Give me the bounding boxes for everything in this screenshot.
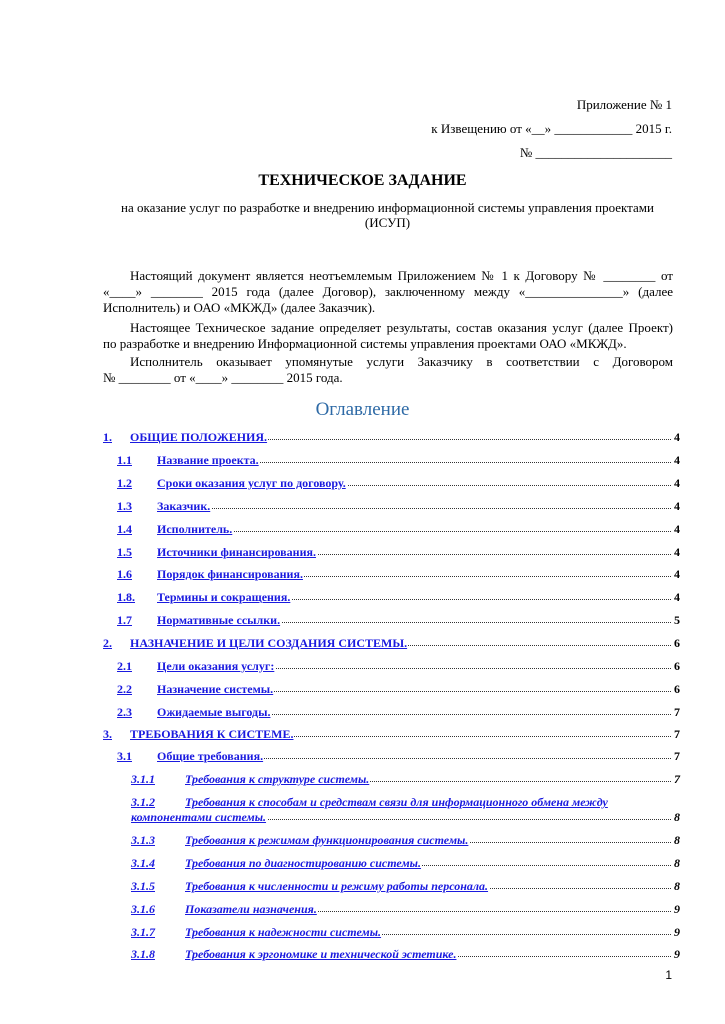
paragraph-line: по разработке и внедрению Информационной системы управления проектами ОАО «МКЖД». xyxy=(103,336,627,351)
toc-entry[interactable] xyxy=(0,705,725,721)
toc-entry-title: Требования к надежности системы. xyxy=(185,925,382,939)
toc-entry-number: 1.1 xyxy=(117,453,132,467)
toc-entry-title: Требования к эргономике и технической эстетике. xyxy=(185,947,457,961)
toc-entry-number: 1.7 xyxy=(117,613,132,627)
toc-entry-title: Общие требования. xyxy=(157,749,264,763)
toc-entry[interactable] xyxy=(0,567,725,583)
toc-entry-number: 1.6 xyxy=(117,567,132,581)
toc-entry-title: ОБЩИЕ ПОЛОЖЕНИЯ. xyxy=(130,430,268,444)
intro-paragraph-1 xyxy=(103,268,673,316)
intro-paragraph-3 xyxy=(103,354,673,386)
toc-entry[interactable] xyxy=(0,795,725,811)
toc-entry-title: Цели оказания услуг: xyxy=(157,659,275,673)
toc-entry[interactable] xyxy=(0,613,725,629)
intro-paragraph-2 xyxy=(103,320,673,352)
document-subtitle xyxy=(100,200,675,230)
toc-entry-title: Требования по диагностированию системы. xyxy=(185,856,422,870)
toc-entry-number: 1.4 xyxy=(117,522,132,536)
toc-entry-title: компонентами системы. xyxy=(131,810,267,824)
toc-entry-number: 3. xyxy=(103,727,112,741)
toc-entry-title: Ожидаемые выгоды. xyxy=(157,705,271,719)
paragraph-line: № ________ от «____» ________ 2015 года. xyxy=(103,370,343,385)
toc-entry-title: Исполнитель. xyxy=(157,522,233,536)
toc-entry-continuation[interactable] xyxy=(0,810,725,826)
toc-entry[interactable] xyxy=(0,453,725,469)
toc-entry[interactable] xyxy=(0,545,725,561)
toc-entry-page: 8 xyxy=(674,879,680,893)
toc-entry-title: Название проекта. xyxy=(157,453,259,467)
toc-entry[interactable] xyxy=(0,947,725,963)
toc-entry[interactable] xyxy=(0,590,725,606)
document-title: ТЕХНИЧЕСКОЕ ЗАДАНИЕ xyxy=(258,172,467,189)
toc-entry[interactable] xyxy=(0,749,725,765)
toc-leader-dots xyxy=(167,508,671,509)
toc-leader-dots xyxy=(167,531,671,532)
toc-entry-number: 1.3 xyxy=(117,499,132,513)
toc-entry-page: 7 xyxy=(674,772,680,786)
toc-entry-number: 2. xyxy=(103,636,112,650)
toc-entry-title: Требования к численности и режиму работы персонала. xyxy=(185,879,489,893)
toc-entry-number: 3.1.5 xyxy=(131,879,155,893)
toc-heading: Оглавление xyxy=(315,399,410,420)
toc-entry[interactable] xyxy=(0,522,725,538)
toc-entry-number: 3.1.2 xyxy=(131,795,155,809)
toc-entry[interactable] xyxy=(0,659,725,675)
toc-entry-number: 3.1.1 xyxy=(131,772,155,786)
toc-entry[interactable] xyxy=(0,902,725,918)
toc-entry-title: Требования к способам и средствам связи для информационного обмена между xyxy=(185,795,608,809)
toc-entry-number: 3.1 xyxy=(117,749,132,763)
toc-entry-title: Нормативные ссылки. xyxy=(157,613,281,627)
toc-entry-title: НАЗНАЧЕНИЕ И ЦЕЛИ СОЗДАНИЯ СИСТЕМЫ. xyxy=(130,636,408,650)
toc-entry-title: Требования к режимам функционирования системы. xyxy=(185,833,469,847)
page-number: 1 xyxy=(665,968,672,982)
toc-entry[interactable] xyxy=(0,925,725,941)
paragraph-line: Настоящее Техническое задание определяет результаты, состав оказания услуг (далее Проект) xyxy=(130,320,673,335)
subtitle-line-1: на оказание услуг по разработке и внедрению информационной системы управления проектами xyxy=(121,200,654,215)
toc-entry-title: Источники финансирования. xyxy=(157,545,316,559)
notice-reference: к Извещению от «__» ____________ 2015 г. xyxy=(431,121,672,136)
toc-entry-page: 8 xyxy=(674,810,680,824)
toc-entry[interactable] xyxy=(0,833,725,849)
toc-entry-page: 4 xyxy=(674,430,680,444)
toc-entry[interactable] xyxy=(0,430,725,446)
toc-entry-title: Показатели назначения. xyxy=(185,902,317,916)
toc-entry-page: 8 xyxy=(674,833,680,847)
toc-entry-title: Термины и сокращения. xyxy=(157,590,291,604)
subtitle-line-2: (ИСУП) xyxy=(364,215,411,230)
toc-entry-title: Порядок финансирования. xyxy=(157,567,303,581)
toc-entry-page: 4 xyxy=(674,545,680,559)
paragraph-line: «____» ________ 2015 года (далее Договор), заключенному между «_______________» (далее xyxy=(103,284,673,299)
toc-entry[interactable] xyxy=(0,499,725,515)
toc-entry-page: 9 xyxy=(674,947,680,961)
toc-entry-page: 7 xyxy=(674,749,680,763)
toc-entry-page: 4 xyxy=(674,567,680,581)
toc-entry-number: 1.5 xyxy=(117,545,132,559)
toc-entry-number: 1. xyxy=(103,430,112,444)
toc-entry-title: Требования к структуре системы. xyxy=(185,772,370,786)
toc-entry-number: 2.2 xyxy=(117,682,132,696)
toc-entry-number: 3.1.8 xyxy=(131,947,155,961)
toc-entry-page: 9 xyxy=(674,902,680,916)
toc-entry-title: Назначение системы. xyxy=(157,682,274,696)
document-number: № _____________________ xyxy=(519,145,672,160)
toc-entry-number: 1.2 xyxy=(117,476,132,490)
toc-entry-number: 1.8. xyxy=(117,590,135,604)
toc-entry-page: 6 xyxy=(674,682,680,696)
toc-entry-page: 4 xyxy=(674,590,680,604)
paragraph-line: Исполнитель) и ОАО «МКЖД» (далее Заказчик). xyxy=(103,300,376,315)
toc-entry-page: 9 xyxy=(674,925,680,939)
toc-entry-number: 3.1.7 xyxy=(131,925,155,939)
toc-entry-title: Заказчик. xyxy=(157,499,211,513)
toc-entry[interactable] xyxy=(0,879,725,895)
toc-entry-page: 4 xyxy=(674,476,680,490)
toc-entry-number: 2.3 xyxy=(117,705,132,719)
toc-entry-page: 8 xyxy=(674,856,680,870)
toc-entry-page: 6 xyxy=(674,636,680,650)
toc-entry[interactable] xyxy=(0,856,725,872)
toc-entry-number: 3.1.6 xyxy=(131,902,155,916)
toc-entry-title: ТРЕБОВАНИЯ К СИСТЕМЕ. xyxy=(130,727,294,741)
toc-entry-page: 4 xyxy=(674,522,680,536)
toc-entry-page: 7 xyxy=(674,727,680,741)
toc-entry[interactable] xyxy=(0,476,725,492)
paragraph-line: Настоящий документ является неотъемлемым Приложением № 1 к Договору № ________ от xyxy=(130,268,673,283)
appendix-label: Приложение № 1 xyxy=(576,97,672,112)
toc-entry[interactable] xyxy=(0,772,725,788)
toc-entry-number: 2.1 xyxy=(117,659,132,673)
toc-entry-page: 6 xyxy=(674,659,680,673)
toc-entry[interactable] xyxy=(0,682,725,698)
toc-entry[interactable] xyxy=(0,636,725,652)
paragraph-line: Исполнитель оказывает упомянутые услуги Заказчику в соответствии с Договором xyxy=(130,354,673,369)
toc-entry-page: 4 xyxy=(674,499,680,513)
toc-entry[interactable] xyxy=(0,727,725,743)
toc-entry-page: 4 xyxy=(674,453,680,467)
toc-entry-page: 5 xyxy=(674,613,680,627)
toc-entry-page: 7 xyxy=(674,705,680,719)
toc-entry-number: 3.1.3 xyxy=(131,833,155,847)
toc-entry-number: 3.1.4 xyxy=(131,856,155,870)
toc-entry-title: Сроки оказания услуг по договору. xyxy=(157,476,346,490)
